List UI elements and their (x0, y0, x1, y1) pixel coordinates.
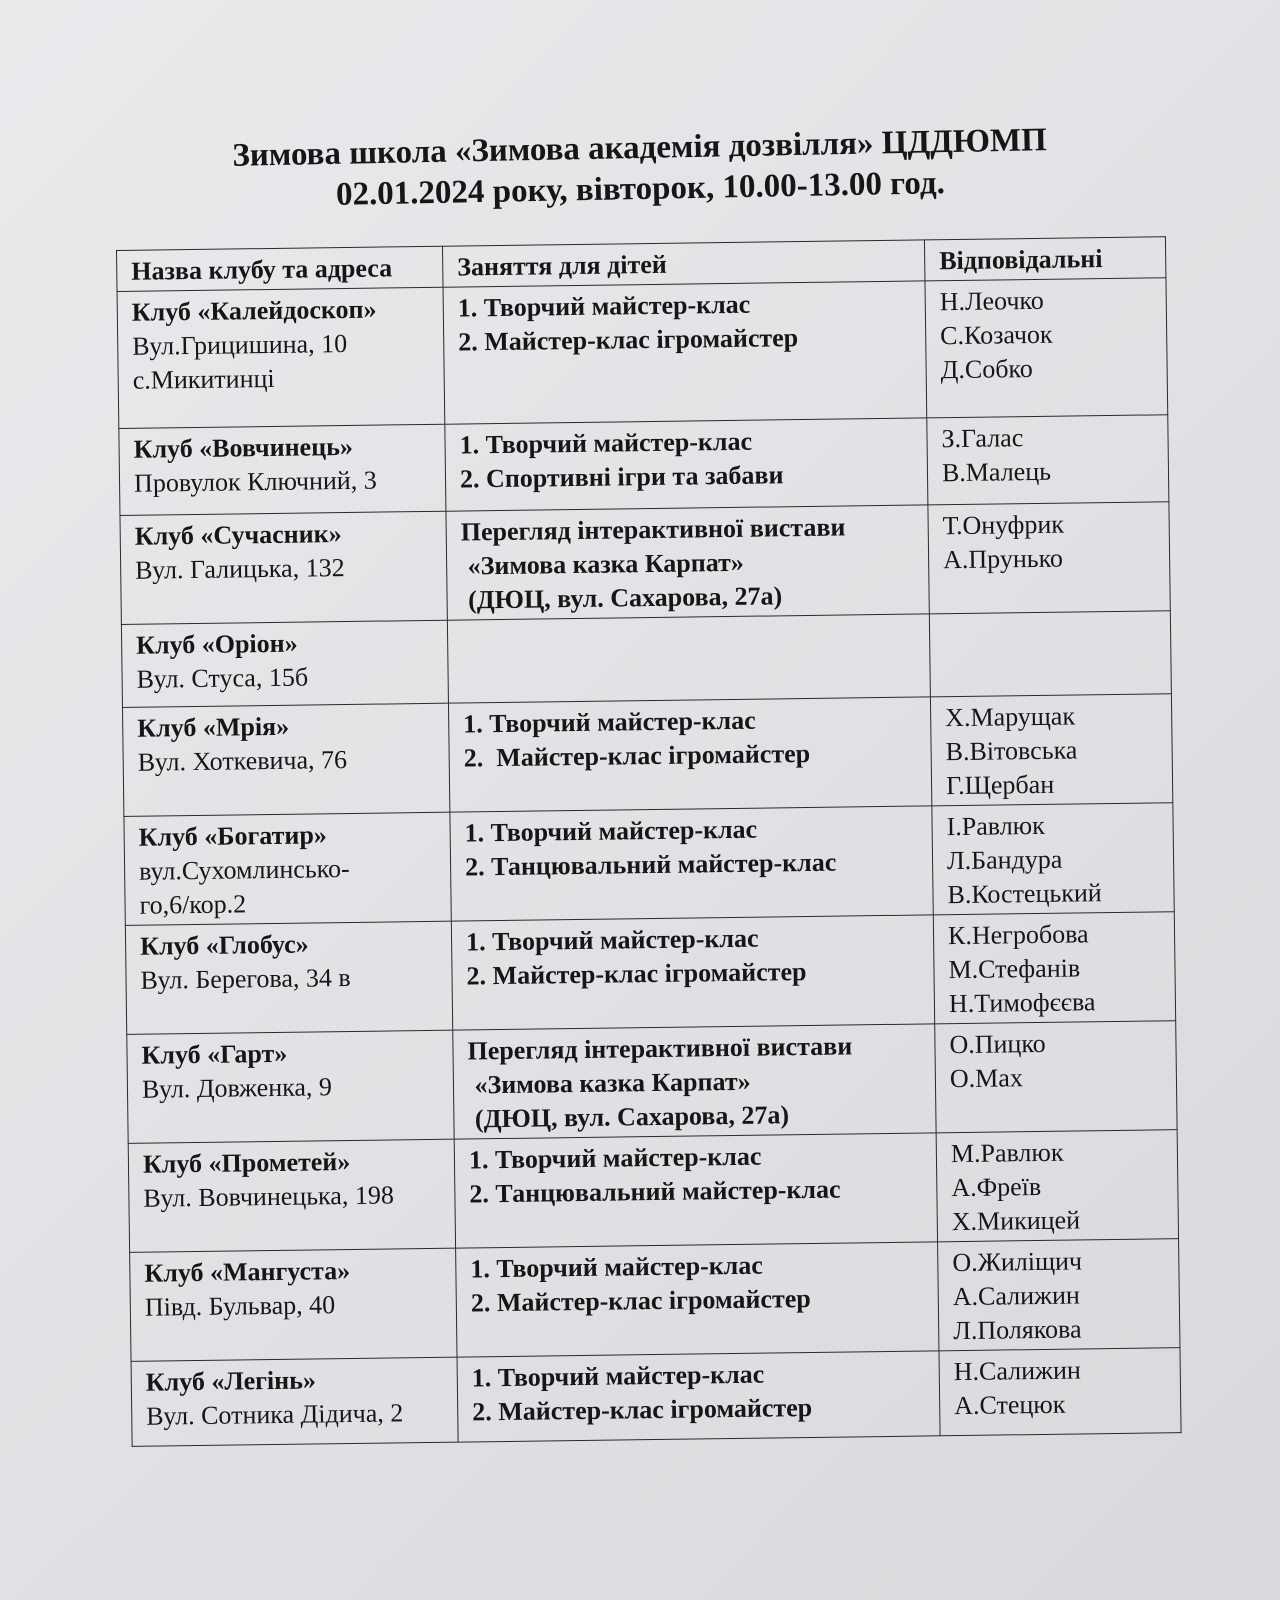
activities-cell (447, 614, 930, 703)
club-address: Вул. Галицька, 132 (135, 553, 345, 585)
activity-item: 2. Майстер-клас ігромайстер (463, 738, 811, 773)
activity-item: 2. Танцювальний майстер-клас (469, 1174, 841, 1209)
responsible-person: А.Фреїв (951, 1171, 1042, 1203)
title-line-1: Зимова школа «Зимова академія дозвілля» ЦДДЮМП (232, 122, 1048, 174)
table-row (127, 1021, 1177, 1144)
activity-item: 1. Творчий майстер-клас (457, 289, 751, 323)
responsible-person: З.Галас (941, 423, 1024, 454)
responsible-person: С.Козачок (940, 319, 1053, 351)
club-cell (128, 1139, 455, 1252)
title-line-2: 02.01.2024 року, вівторок, 10.00-13.00 год. (335, 165, 946, 213)
club-address: Вул. Вовчинецька, 198 (143, 1180, 395, 1213)
activity-item: (ДЮЦ, вул. Сахарова, 27а) (461, 581, 783, 615)
responsible-person: Х.Микицей (951, 1205, 1081, 1237)
club-cell (124, 812, 451, 925)
responsible-person: А.Прунько (942, 543, 1064, 575)
responsible-cell (935, 1021, 1177, 1133)
club-address: Провулок Ключний, 3 (133, 465, 377, 498)
club-name: Клуб «Мрія» (137, 711, 290, 743)
activities-cell (446, 505, 929, 620)
activities-cell (456, 1242, 939, 1357)
responsible-cell (933, 912, 1175, 1024)
activity-item: 1. Творчий майстер-клас (463, 705, 756, 739)
responsible-person: Т.Онуфрик (942, 509, 1065, 541)
club-address: Вул. Берегова, 34 в (140, 962, 351, 995)
club-name: Клуб «Прометей» (142, 1147, 351, 1179)
table-row (130, 1239, 1180, 1362)
activities-cell (445, 418, 928, 511)
activity-item: Перегляд інтерактивної вистави (467, 1031, 853, 1066)
responsible-cell (936, 1130, 1178, 1242)
responsible-person: Н.Салижин (953, 1355, 1082, 1387)
club-cell (117, 287, 445, 428)
activity-item: 2. Майстер-клас ігромайстер (470, 1283, 811, 1318)
header-responsible: Відповідальні (924, 237, 1166, 281)
table-row (120, 502, 1170, 625)
activity-item: 2. Спортивні ігри та забави (459, 460, 784, 494)
club-address: Вул. Хоткевича, 76 (137, 745, 348, 777)
activity-item: 2. Майстер-клас ігромайстер (472, 1392, 813, 1427)
responsible-person: Л.Бандура (946, 844, 1063, 876)
responsible-person: В.Костецький (947, 878, 1102, 910)
responsible-person: М.Стефанів (948, 953, 1081, 985)
responsible-cell (925, 278, 1168, 418)
club-address: вул.Сухомлинсько- (138, 853, 350, 886)
responsible-person: А.Салижин (952, 1280, 1081, 1312)
activity-item: «Зимова казка Карпат» (467, 1066, 751, 1100)
club-name: Клуб «Легінь» (145, 1365, 317, 1397)
activity-item: 1. Творчий майстер-клас (468, 1141, 762, 1175)
table-row (121, 611, 1171, 708)
club-cell (125, 921, 452, 1034)
responsible-person: Х.Марущак (945, 701, 1076, 733)
table-row (125, 912, 1175, 1035)
header-club: Назва клубу та адреса (117, 246, 444, 291)
responsible-person: А.Стецюк (954, 1389, 1066, 1421)
schedule-table (116, 236, 1182, 1447)
responsible-person: Н.Тимофєєва (948, 987, 1096, 1019)
club-name: Клуб «Богатир» (138, 820, 328, 852)
activity-item: 1. Творчий майстер-клас (470, 1250, 764, 1284)
activities-cell (450, 806, 933, 921)
club-address: Півд. Бульвар, 40 (144, 1290, 336, 1322)
club-address: го,6/кор.2 (139, 889, 247, 920)
activity-item: «Зимова казка Карпат» (461, 547, 745, 581)
activity-item: 1. Творчий майстер-клас (465, 923, 759, 957)
responsible-person: К.Негробова (947, 919, 1089, 951)
club-cell (120, 511, 447, 624)
club-address: с.Микитинці (132, 363, 275, 395)
responsible-cell (930, 694, 1172, 806)
activities-cell (443, 281, 927, 424)
club-cell (130, 1248, 457, 1361)
responsible-person: В.Малець (941, 456, 1052, 488)
responsible-cell (927, 415, 1169, 505)
club-address: Вул. Стуса, 15б (136, 662, 309, 694)
responsible-cell (939, 1348, 1181, 1436)
responsible-person: Н.Леочко (939, 285, 1044, 317)
club-name: Клуб «Мангуста» (144, 1256, 351, 1288)
responsible-person: О.Пицко (949, 1028, 1046, 1060)
responsible-person: Г.Щербан (945, 769, 1055, 801)
activity-item: 1. Творчий майстер-клас (459, 426, 753, 460)
table-row (128, 1130, 1178, 1253)
activity-item: 2. Майстер-клас ігромайстер (466, 957, 807, 991)
table-row (117, 278, 1168, 429)
club-name: Клуб «Оріон» (135, 628, 298, 660)
club-address: Вул. Довженка, 9 (141, 1072, 333, 1104)
activity-item: 2. Майстер-клас ігромайстер (458, 323, 799, 357)
activity-item: 2. Танцювальний майстер-клас (464, 847, 837, 882)
club-name: Клуб «Вовчинець» (133, 431, 354, 464)
club-cell (127, 1030, 454, 1143)
activities-cell (451, 915, 934, 1030)
club-name: Клуб «Калейдоскоп» (131, 294, 377, 327)
activity-item: 1. Творчий майстер-клас (464, 814, 758, 848)
table-row (124, 803, 1174, 926)
responsible-person: М.Равлюк (950, 1137, 1064, 1169)
activities-cell (448, 697, 931, 812)
responsible-person: О.Жиліщич (952, 1246, 1083, 1278)
club-address: Вул. Сотника Дідича, 2 (146, 1398, 404, 1431)
club-cell (122, 703, 449, 816)
activity-item: 1. Творчий майстер-клас (471, 1359, 765, 1393)
club-cell (119, 424, 446, 515)
club-name: Клуб «Гарт» (141, 1038, 288, 1070)
club-cell (131, 1357, 458, 1446)
responsible-cell (928, 502, 1170, 614)
activity-item: (ДЮЦ, вул. Сахарова, 27а) (468, 1100, 790, 1134)
table-row (119, 415, 1169, 516)
table-row (122, 694, 1172, 817)
responsible-person: Д.Собко (940, 354, 1033, 385)
document-title (219, 120, 1060, 218)
activities-cell (454, 1133, 937, 1248)
club-address: Вул.Грицишина, 10 (132, 328, 348, 361)
table-row (131, 1348, 1181, 1447)
responsible-cell (932, 803, 1174, 915)
responsible-cell (929, 611, 1171, 697)
activity-item: Перегляд інтерактивної вистави (460, 512, 846, 547)
responsible-person: Л.Полякова (953, 1314, 1082, 1346)
responsible-person: О.Мах (949, 1063, 1024, 1094)
responsible-person: В.Вітовська (945, 735, 1078, 767)
club-cell (121, 620, 448, 707)
header-activities: Заняття для дітей (443, 240, 925, 287)
responsible-person: І.Равлюк (946, 810, 1045, 842)
responsible-cell (938, 1239, 1180, 1351)
club-name: Клуб «Глобус» (139, 929, 309, 961)
club-name: Клуб «Сучасник» (134, 519, 342, 551)
activities-cell (453, 1024, 936, 1139)
activities-cell (457, 1351, 940, 1442)
